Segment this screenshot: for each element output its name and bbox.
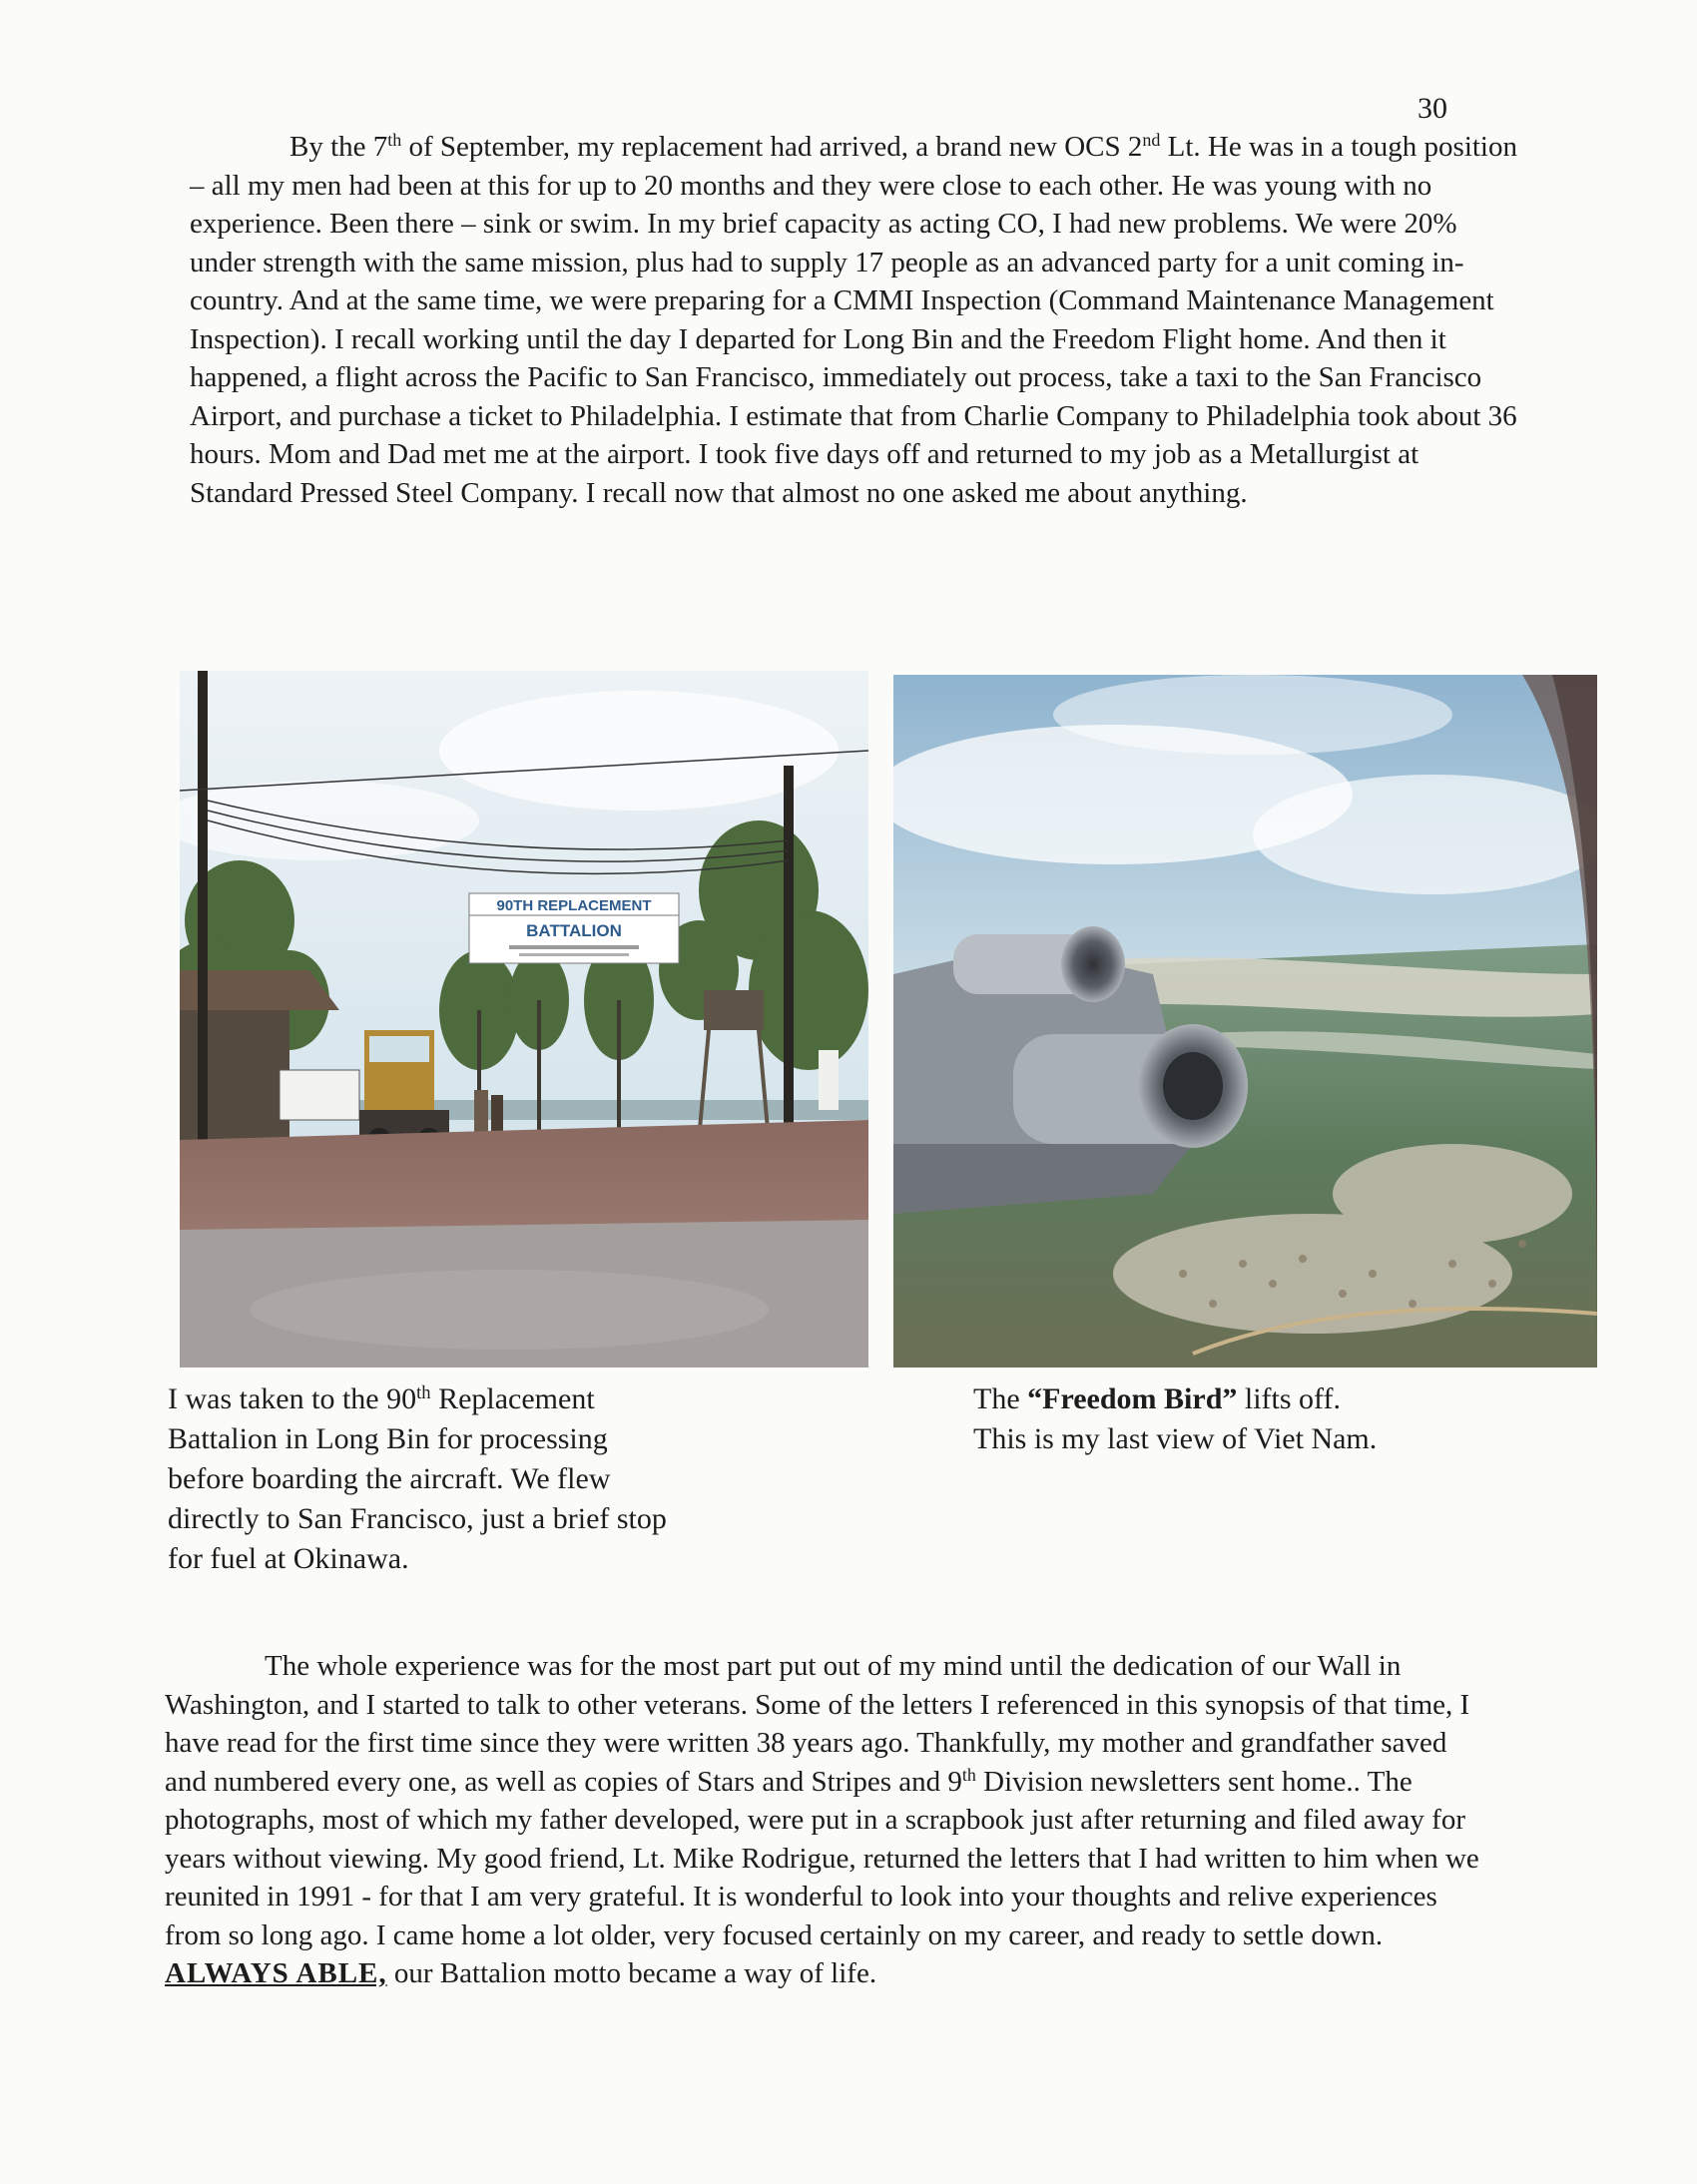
paragraph-replacement-and-return-home [190,128,1517,512]
caption-right-text-end: lifts off. [1237,1382,1341,1415]
gate-sign-line2: BATTALION [526,921,622,940]
caption-right-bold-name: “Freedom Bird” [1027,1382,1238,1415]
paragraph1-text-start: By the 7 [289,131,388,163]
caption-right-line2: This is my last view of Viet Nam. [973,1422,1378,1455]
caption-freedom-bird [973,1379,1532,1459]
caption-90th-replacement-battalion [168,1379,687,1579]
caption-right-text-start: The [973,1382,1028,1415]
caption-left-text-end: Replacement Battalion in Long Bin for processing before boarding the aircraft. We flew directly to San Francisco, just a brief stop for fuel at Okinawa. [168,1382,667,1575]
paragraph1-text-end: Lt. He was in a tough position – all my men had been at this for up to 20 months and they were close to each other. He was young with no experience. Been there – sink or swim. In my brief capacity as acting CO, I had new problems. We were 20% under strength with the same mission, plus had to supply 17 people as an advanced party for a unit coming in-country. And at the same time, we were preparing for a CMMI Inspection (Command Maintenance Management Inspection). I recall working until the day I departed for Long Bin and the Freedom Flight home. And then it happened, a flight across the Pacific to San Francisco, immediately out process, take a taxi to the San Francisco Airport, and purchase a ticket to Philadelphia. I estimate that from Charlie Company to Philadelphia took about 36 hours. Mom and Dad met me at the airport. I took five days off and returned to my job as a Metallurgist at Standard Pressed Steel Company. I recall now that almost no one asked me about anything. [190,131,1517,509]
paragraph1-text-middle: of September, my replacement had arrived, a brand new OCS 2 [401,131,1143,163]
ordinal-suffix: nd [1142,130,1161,151]
page-number: 30 [1417,92,1447,125]
photo-90th-replacement-battalion-gate [180,671,868,1367]
caption-left-text-start: I was taken to the 90 [168,1382,417,1415]
battalion-motto: ALWAYS ABLE, [165,1957,387,1989]
gate-sign-line1: 90TH REPLACEMENT [496,897,652,914]
paragraph-reflection-and-motto [165,1647,1492,1993]
ordinal-suffix: th [961,1764,976,1785]
photo-wing-illustration [893,675,1597,1367]
photo-freedom-bird-wing-view [893,675,1597,1367]
ordinal-suffix: th [416,1381,431,1403]
photo-gate-illustration [180,671,868,1367]
ordinal-suffix: th [387,130,402,151]
paragraph2-text-end: our Battalion motto became a way of life. [386,1957,877,1989]
paragraph2-text-start: The whole experience was for the most part put out of my mind until the dedication of our Wall in Washington, and I started to talk to other veterans. Some of the letters I referenced in this synopsis of that time, I have read for the first time since they were written 38 years ago. Thankfully, my mother and grandfather saved and numbered every one, as well as copies of Stars and Stripes and 9 [165,1650,1470,1798]
paragraph2-text-middle: Division newsletters sent home.. The photographs, most of which my father developed, were put in a scrapbook just after returning and filed away for years without viewing. My good friend, Lt. Mike Rodrigue, returned the letters that I had written to him when we reunited in 1991 - for that I am very grateful. It is wonderful to look into your thoughts and relive experiences from so long ago. I came home a lot older, very focused certainly on my career, and ready to settle down. [165,1765,1479,1951]
